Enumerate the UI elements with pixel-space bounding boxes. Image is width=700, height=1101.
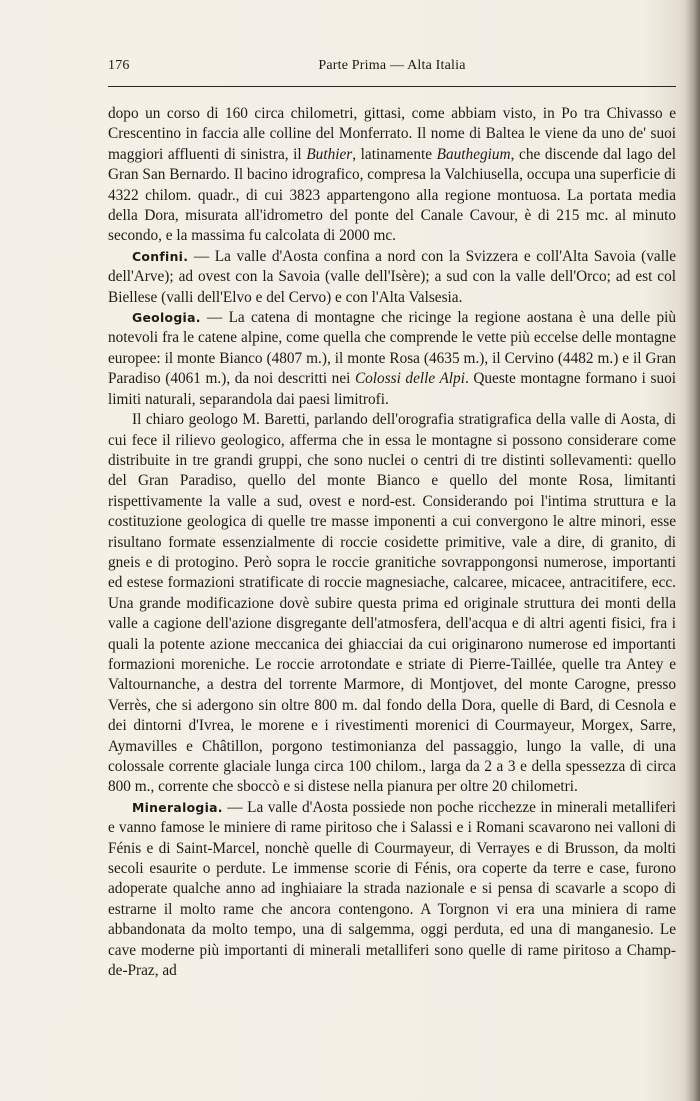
text-run: — La catena di montagne che ricinge la regione aostana è una delle più notevoli fra le catene alpine, come quella che comprende le vette più eccelse delle montagne europee: il monte Bianco (4807 m.), il monte Rosa (4635 m.), il Cervino (4482 m.) e il Gran Paradiso (4061 m.), da noi descritti nei	[108, 309, 676, 388]
text-run: , che discende dal lago del Gran San Bernardo. Il bacino idrografico, compresa la Valchiusella, occupa una superficie di 4322 chilom. quadr., di cui 3823 appartengono alla regione montuosa. La portata media della Dora, misurata all'idrometro del ponte del Canale Cavour, è di 215 mc. al minuto secondo, e la massima fu calcolata di 2000 mc.	[108, 145, 677, 245]
text-run: — La valle d'Aosta confina a nord con la Svizzera e coll'Alta Savoia (valle dell'Arve); ad ovest con la Savoia (valle dell'Isère); a sud con la valle dell'Orco; ad est col Biellese (valli dell'Elvo e del Cervo) e con l'Alta Valsesia.	[108, 247, 676, 306]
text-run: . Queste montagne formano i suoi limiti naturali, separandola dai paesi limitrofi.	[108, 370, 676, 408]
paragraph-baretti: Il chiaro geologo M. Baretti, parlando dell'orografia stratigrafica della valle di Aosta, di cui fece il rilievo geologico, afferma che in essa le montagne si possono considerare come distribuite in tre grandi gruppi, che sono nuclei o centri di tre distinti sollevamenti: quello del Gran Paradiso, quello del monte Bianco e quello del monte Rosa, limitanti rispettivamente la valle a sud, ovest e nord-est. Considerando poi l'intima struttura e la costituzione geologica di quelle tre masse imponenti a cui convergono le altre minori, esse risultano formate essenzialmente di roccie cosidette primitive, vale a dire, di granito, di gneis e di protogino. Però sopra le roccie granitiche sovrappongonsi numerose, importanti ed estese formazioni stratificate di roccie magnesiache, calcaree, micacee, antracitifere, ecc. Una grande modificazione dovè subire questa prima ed originale struttura dei monti della valle a cagione dell'azione disgregante dell'atmosfera, dell'acqua e di altri agenti fisici, fra i quali la potente azione meccanica dei ghiacciai da cui originarono numerose ed importanti formazioni moreniche. Le roccie arrotondate e striate di Pierre-Taillée, quelle tra Antey e Valtournanche, a destra del torrente Marmore, di Montjovet, del monte Carogne, presso Verrès, che si adergono sin oltre 800 m. dal fondo della Dora, quelle di Bard, di Cesnola e dei dintorni d'Ivrea, le morene e i rivestimenti morenici di Courmayeur, Morgex, Sarre, Aymavilles e Châtillon, porgono testimonianza del passaggio, lungo la valle, di una colossale corrente glaciale lunga circa 100 chilom., larga da 2 a 3 e della spessezza di circa 800 m., corrente che sboccò e si distese nella pianura per oltre 20 chilometri.	[108, 411, 676, 796]
page-edge-shadow	[686, 0, 700, 1101]
paragraph-dora	[108, 104, 676, 247]
section-heading-geologia: Geologia.	[132, 310, 201, 326]
section-heading-mineralogia: Mineralogia.	[132, 799, 223, 815]
page-number: 176	[108, 58, 130, 73]
paragraph-geologia	[108, 308, 676, 410]
page-header	[108, 58, 676, 80]
paragraph-confini	[108, 247, 676, 308]
running-head: Parte Prima — Alta Italia	[318, 58, 466, 73]
body-text	[108, 104, 676, 981]
section-heading-confini: Confini.	[132, 248, 189, 264]
header-rule	[108, 86, 676, 87]
text-run: dopo un corso di 160 circa chilometri, gittasi, come abbiam visto, in Po tra Chivasso e Crescentino in faccia alle colline del Monferrato. Il nome di Baltea le viene da uno de' suoi maggiori affluenti di sinistra, il	[108, 105, 676, 163]
italic-title: Colossi delle Alpi	[354, 370, 465, 388]
paragraph-mineralogia	[108, 798, 676, 982]
text-run: — La valle d'Aosta possiede non poche ricchezze in minerali metalliferi e vanno famose le miniere di rame piritoso che i Salassi e i Romani scavarono nei valloni di Fénis e di Saint-Marcel, nonchè quelle di Courmayeur, di Verrayes e di Brusson, da molti secoli esaurite o perdute. Le immense scorie di Fénis, ora coperte da terre e case, furono adoperate qualche anno ad inghiaiare la strada nazionale e si pensa di scavarle a scopo di estrarne il molto rame che ancora contengono. A Torgnon vi era una miniera di rame abbandonata da molto tempo, una di salgemma, oggi perduta, ed una di manganesio. Le cave moderne più importanti di minerali metalliferi sono quelle di rame piritoso a Champ-de-Praz, ad	[108, 798, 676, 980]
italic-term: Bauthegium	[436, 145, 511, 163]
text-run: , latinamente	[352, 145, 437, 163]
italic-term: Buthier	[306, 145, 353, 163]
